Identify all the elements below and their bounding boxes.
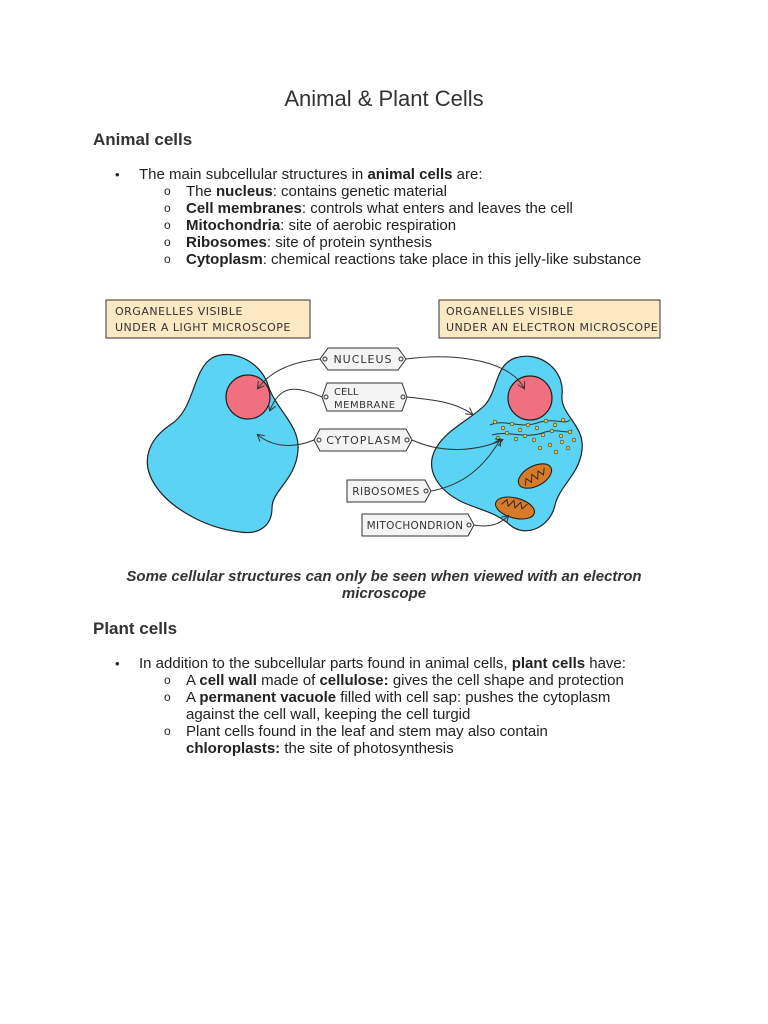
list-item-cytoplasm: o Cytoplasm: chemical reactions take place in this jelly-like substance: [161, 251, 695, 268]
diagram-caption: Some cellular structures can only be seen when viewed with an electron microscope: [126, 568, 642, 602]
list-item-ribosomes: o Ribosomes: site of protein synthesis: [161, 234, 695, 251]
list-item-cell-wall: o A cell wall made of cellulose: gives the cell shape and protection: [161, 672, 631, 689]
list-item-permanent-vacuole: o A permanent vacuole filled with cell sap: pushes the cytoplasm against the cell wall, keeping the cell turgid: [161, 689, 631, 723]
page-title: Animal & Plant Cells: [284, 86, 484, 111]
svg-text:UNDER A LIGHT MICROSCOPE: UNDER A LIGHT MICROSCOPE: [115, 321, 291, 334]
plant-cells-list: [115, 655, 695, 757]
label-cell-membrane: [322, 383, 407, 411]
list-item-chloroplasts: o Plant cells found in the leaf and stem may also contain chloroplasts: the site of photosynthesis: [161, 723, 631, 757]
list-item-nucleus: o The nucleus: contains genetic material: [161, 183, 695, 200]
svg-text:NUCLEUS: NUCLEUS: [333, 353, 393, 366]
plant-structures-sublist: [139, 672, 631, 757]
svg-text:RIBOSOMES: RIBOSOMES: [352, 486, 420, 498]
label-ribosomes: [347, 480, 431, 502]
cell-diagram: [100, 290, 670, 550]
light-microscope-box: [106, 300, 310, 338]
animal-cells-list: [115, 166, 695, 268]
svg-text:ORGANELLES VISIBLE: ORGANELLES VISIBLE: [446, 305, 574, 318]
label-cytoplasm: [314, 429, 412, 451]
animal-structures-sublist: [139, 183, 695, 268]
list-item-mitochondria: o Mitochondria: site of aerobic respiration: [161, 217, 695, 234]
nucleus-shape: [508, 376, 552, 420]
list-item-cell-membranes: o Cell membranes: controls what enters and leaves the cell: [161, 200, 695, 217]
electron-microscope-cell: [432, 356, 583, 531]
svg-text:ORGANELLES VISIBLE: ORGANELLES VISIBLE: [115, 305, 243, 318]
svg-text:MITOCHONDRION: MITOCHONDRION: [366, 520, 464, 532]
svg-text:UNDER AN ELECTRON MICROSCOPE: UNDER AN ELECTRON MICROSCOPE: [446, 321, 659, 334]
list-item: • In addition to the subcellular parts found in animal cells, plant cells have: o A cell wall made of cellulose: gives the cell shape and protection o A permanent vacuole filled with cell sap: pushes the cytoplasm against the cell wall, keeping the cell turgid o Plant cells found in the leaf and stem may also contain chloroplasts: the site of photosynthesis: [115, 655, 695, 757]
plant-cells-heading: Plant cells: [93, 619, 178, 638]
animal-cells-heading: Animal cells: [93, 130, 193, 149]
svg-text:CELL: CELL: [334, 387, 359, 398]
svg-text:CYTOPLASM: CYTOPLASM: [326, 434, 402, 447]
label-nucleus: [320, 348, 406, 370]
label-mitochondrion: [362, 514, 474, 536]
list-item: • The main subcellular structures in animal cells are: o The nucleus: contains genetic material o Cell membranes: controls what enters and leaves the cell o Mitochondria: site of aerobic respiration o Ribosomes: site of protein synthesis o Cytoplasm: chemical reactions take place in this jelly-like substance: [115, 166, 695, 268]
svg-text:MEMBRANE: MEMBRANE: [334, 400, 396, 411]
electron-microscope-box: [439, 300, 660, 338]
